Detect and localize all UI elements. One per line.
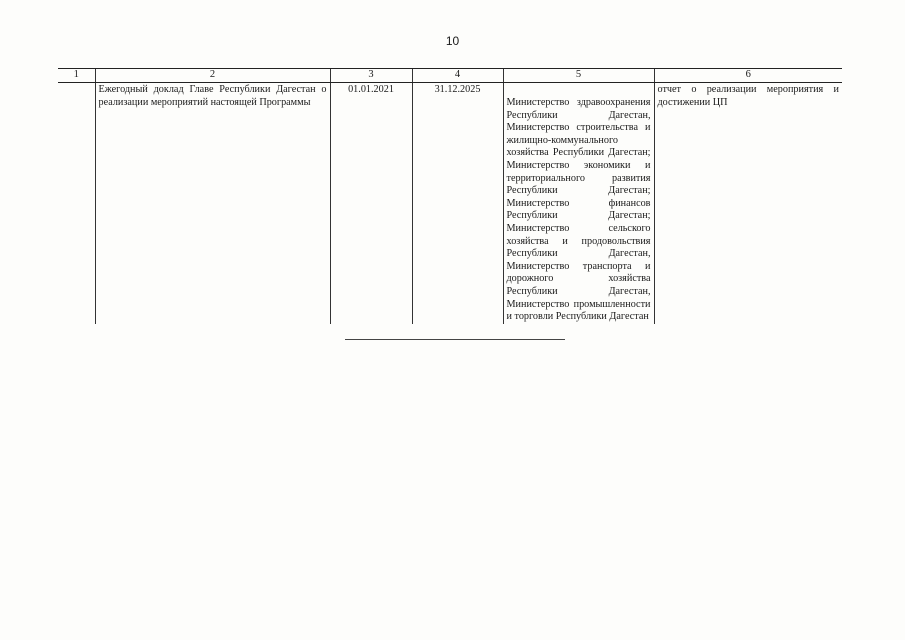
column-header-6: 6 [654, 69, 842, 83]
column-header-5: 5 [503, 69, 654, 83]
column-header-2: 2 [95, 69, 330, 83]
cell-result: отчет о реализации мероприятия и достижении ЦП [654, 83, 842, 324]
closing-rule [345, 339, 565, 340]
table-row [58, 83, 842, 324]
program-events-table [58, 68, 842, 324]
header-row [58, 69, 842, 83]
cell-start-date: 01.01.2021 [330, 83, 412, 324]
cell-executors: Министерство здравоохранения Республики Дагестан, Министерство строительства и жилищно-коммунального хозяйства Республики Дагестан; Министерство экономики и территориального развития Республики Дагестан; Министерство финансов Республики Дагестан; Министерство сельского хозяйства и продовольствия Республики Дагестан, Министерство транспорта и дорожного хозяйства Республики Дагестан, Министерство промышленности и торговли Республики Дагестан [503, 83, 654, 324]
cell-end-date: 31.12.2025 [412, 83, 503, 324]
page-number: 10 [445, 34, 460, 48]
cell-event: Ежегодный доклад Главе Республики Дагестан о реализации мероприятий настоящей Программы [95, 83, 330, 324]
column-header-1: 1 [58, 69, 95, 83]
column-header-4: 4 [412, 69, 503, 83]
column-header-3: 3 [330, 69, 412, 83]
cell-number [58, 83, 95, 324]
